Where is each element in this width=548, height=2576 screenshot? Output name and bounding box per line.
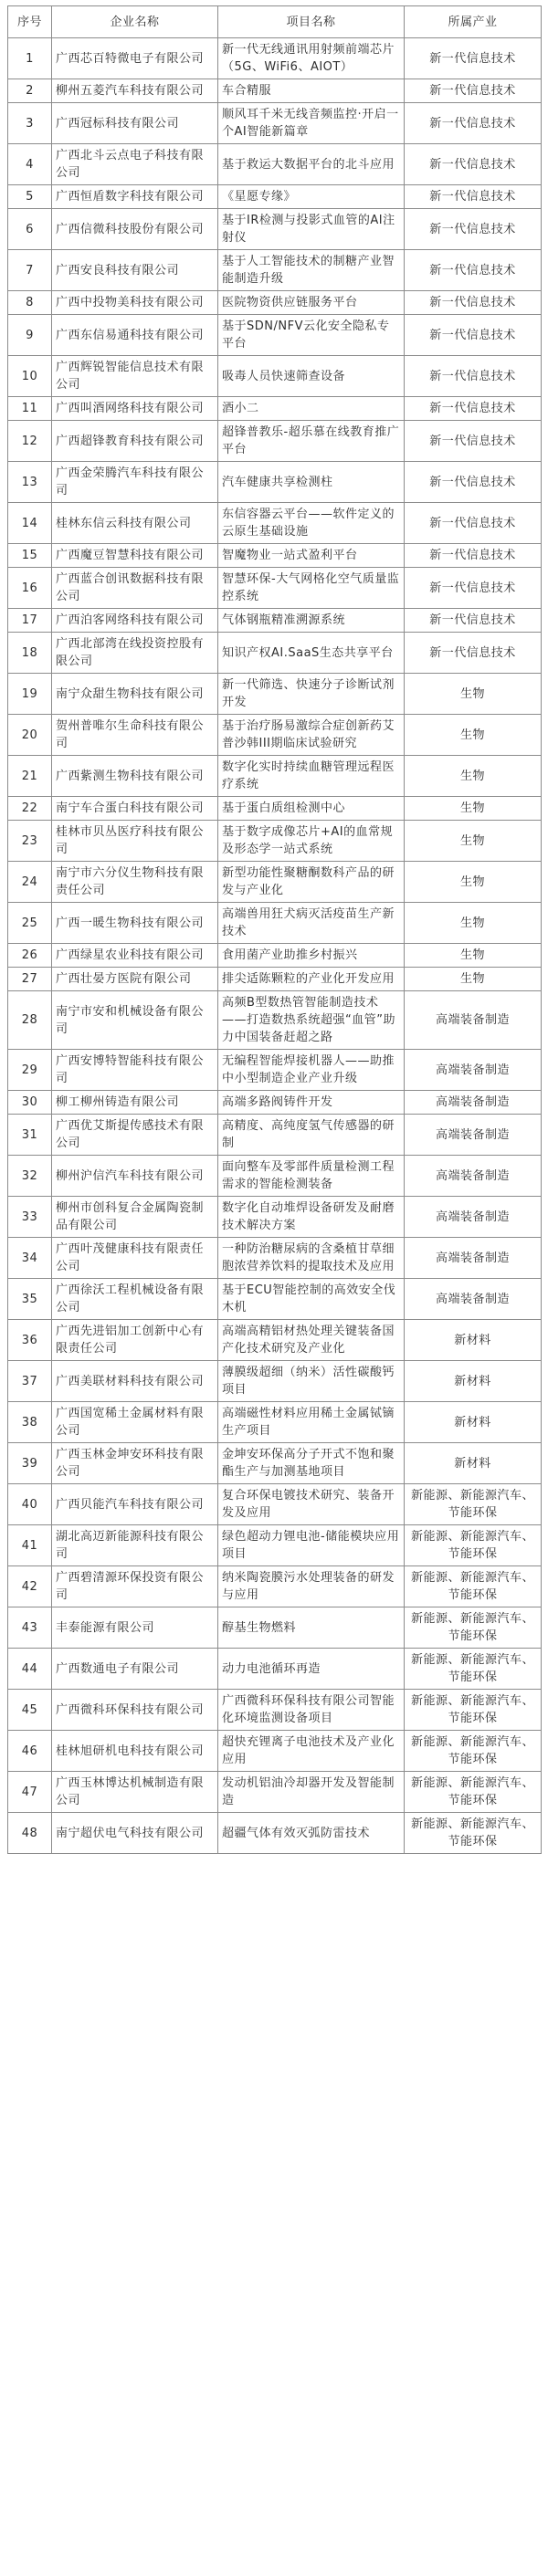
row-number: 33 [8, 1197, 52, 1238]
table-row [8, 1091, 542, 1115]
row-number: 26 [8, 944, 52, 968]
table-row [8, 1115, 542, 1156]
company-name: 广西泊客网络科技有限公司 [52, 609, 218, 633]
table-row [8, 609, 542, 633]
project-name: 排尖适陈颗粒的产业化开发应用 [218, 968, 405, 991]
company-name: 广西国宽稀土金属材料有限公司 [52, 1402, 218, 1443]
industry-name: 新能源、新能源汽车、节能环保 [405, 1813, 542, 1854]
table-row [8, 1690, 542, 1731]
table-row [8, 1443, 542, 1484]
project-name: 基于SDN/NFV云化安全隐私专平台 [218, 315, 405, 356]
industry-name: 新一代信息技术 [405, 397, 542, 421]
company-name: 柳州沪信汽车科技有限公司 [52, 1156, 218, 1197]
industry-name: 新能源、新能源汽车、节能环保 [405, 1525, 542, 1566]
project-name: 超疆气体有效灭弧防雷技术 [218, 1813, 405, 1854]
table-row [8, 1402, 542, 1443]
project-name: 基于数字成像芯片+AI的血常规及形态学一站式系统 [218, 821, 405, 862]
industry-name: 新一代信息技术 [405, 609, 542, 633]
project-name: 智慧环保-大气网格化空气质量监控系统 [218, 568, 405, 609]
project-name: 高端高精铝材热处理关键装备国产化技术研究及产业化 [218, 1320, 405, 1361]
company-name: 柳工柳州铸造有限公司 [52, 1091, 218, 1115]
row-number: 11 [8, 397, 52, 421]
project-table [7, 5, 542, 1854]
row-number: 41 [8, 1525, 52, 1566]
project-name: 高端磁性材料应用稀土金属铽镝生产项目 [218, 1402, 405, 1443]
table-row [8, 1484, 542, 1525]
company-name: 广西东信易通科技有限公司 [52, 315, 218, 356]
row-number: 35 [8, 1279, 52, 1320]
row-number: 39 [8, 1443, 52, 1484]
table-row [8, 1050, 542, 1091]
header-no: 序号 [8, 6, 52, 38]
table-row [8, 144, 542, 185]
table-row [8, 544, 542, 568]
row-number: 31 [8, 1115, 52, 1156]
project-name: 《星愿专缘》 [218, 185, 405, 209]
company-name: 广西冠标科技有限公司 [52, 103, 218, 144]
row-number: 27 [8, 968, 52, 991]
project-name: 薄膜级超细（纳米）活性碳酸钙项目 [218, 1361, 405, 1402]
company-name: 广西一暖生物科技有限公司 [52, 903, 218, 944]
company-name: 广西中投物美科技有限公司 [52, 291, 218, 315]
company-name: 广西优艾斯提传感技术有限公司 [52, 1115, 218, 1156]
company-name: 广西辉锐智能信息技术有限公司 [52, 356, 218, 397]
industry-name: 新一代信息技术 [405, 103, 542, 144]
table-row [8, 1525, 542, 1566]
table-row [8, 821, 542, 862]
table-row [8, 1731, 542, 1772]
industry-name: 高端装备制造 [405, 1115, 542, 1156]
table-row [8, 797, 542, 821]
row-number: 38 [8, 1402, 52, 1443]
row-number: 18 [8, 633, 52, 674]
project-name: 车合精服 [218, 79, 405, 103]
table-row [8, 315, 542, 356]
table-row [8, 1566, 542, 1607]
project-name: 复合环保电镀技术研究、装备开发及应用 [218, 1484, 405, 1525]
table-row [8, 462, 542, 503]
table-row [8, 674, 542, 715]
table-row [8, 1813, 542, 1854]
row-number: 15 [8, 544, 52, 568]
project-name: 动力电池循环再造 [218, 1649, 405, 1690]
company-name: 丰泰能源有限公司 [52, 1607, 218, 1649]
company-name: 广西魔豆智慧科技有限公司 [52, 544, 218, 568]
company-name: 广西微科环保科技有限公司 [52, 1690, 218, 1731]
table-row [8, 250, 542, 291]
header-industry: 所属产业 [405, 6, 542, 38]
company-name: 湖北高迈新能源科技有限公司 [52, 1525, 218, 1566]
industry-name: 高端装备制造 [405, 1091, 542, 1115]
row-number: 19 [8, 674, 52, 715]
company-name: 广西绿星农业科技有限公司 [52, 944, 218, 968]
company-name: 广西贝能汽车科技有限公司 [52, 1484, 218, 1525]
company-name: 广西徐沃工程机械设备有限公司 [52, 1279, 218, 1320]
row-number: 29 [8, 1050, 52, 1091]
company-name: 广西北斗云点电子科技有限公司 [52, 144, 218, 185]
project-name: 高端兽用狂犬病灭活疫苗生产新技术 [218, 903, 405, 944]
row-number: 5 [8, 185, 52, 209]
company-name: 广西玉林博达机械制造有限公司 [52, 1772, 218, 1813]
industry-name: 新一代信息技术 [405, 38, 542, 79]
row-number: 34 [8, 1238, 52, 1279]
project-name: 汽车健康共享检测柱 [218, 462, 405, 503]
row-number: 48 [8, 1813, 52, 1854]
project-name: 基于治疗肠易激综合症创新药艾普沙韩III期临床试验研究 [218, 715, 405, 756]
industry-name: 高端装备制造 [405, 991, 542, 1050]
project-name: 高端多路阀铸件开发 [218, 1091, 405, 1115]
row-number: 46 [8, 1731, 52, 1772]
row-number: 3 [8, 103, 52, 144]
row-number: 9 [8, 315, 52, 356]
row-number: 8 [8, 291, 52, 315]
row-number: 17 [8, 609, 52, 633]
industry-name: 新材料 [405, 1402, 542, 1443]
industry-name: 新一代信息技术 [405, 633, 542, 674]
industry-name: 生物 [405, 674, 542, 715]
row-number: 14 [8, 503, 52, 544]
row-number: 43 [8, 1607, 52, 1649]
industry-name: 生物 [405, 862, 542, 903]
industry-name: 新一代信息技术 [405, 503, 542, 544]
table-body [8, 38, 542, 1854]
industry-name: 生物 [405, 903, 542, 944]
table-row [8, 1238, 542, 1279]
row-number: 20 [8, 715, 52, 756]
industry-name: 新一代信息技术 [405, 79, 542, 103]
row-number: 21 [8, 756, 52, 797]
project-name: 基于救运大数据平台的北斗应用 [218, 144, 405, 185]
project-name: 高精度、高纯度氢气传感器的研制 [218, 1115, 405, 1156]
row-number: 23 [8, 821, 52, 862]
table-row [8, 103, 542, 144]
table-row [8, 968, 542, 991]
row-number: 1 [8, 38, 52, 79]
industry-name: 新能源、新能源汽车、节能环保 [405, 1607, 542, 1649]
project-name: 发动机铝油冷却器开发及智能制造 [218, 1772, 405, 1813]
row-number: 12 [8, 421, 52, 462]
project-name: 绿色超动力锂电池-储能模块应用项目 [218, 1525, 405, 1566]
project-name: 基于人工智能技术的制糖产业智能制造升级 [218, 250, 405, 291]
industry-name: 新材料 [405, 1320, 542, 1361]
project-name: 智魔物业一站式盈利平台 [218, 544, 405, 568]
industry-name: 新材料 [405, 1361, 542, 1402]
row-number: 32 [8, 1156, 52, 1197]
industry-name: 新一代信息技术 [405, 185, 542, 209]
table-row [8, 903, 542, 944]
row-number: 40 [8, 1484, 52, 1525]
project-name: 广西微科环保科技有限公司智能化环境监测设备项目 [218, 1690, 405, 1731]
row-number: 16 [8, 568, 52, 609]
company-name: 广西金荣腾汽车科技有限公司 [52, 462, 218, 503]
project-name: 无编程智能焊接机器人——助推中小型制造企业产业升级 [218, 1050, 405, 1091]
project-name: 高频B型数热管智能制造技术——打造数热系统超强“血管”助力中国装备赶超之路 [218, 991, 405, 1050]
company-name: 桂林市贝丛医疗科技有限公司 [52, 821, 218, 862]
industry-name: 生物 [405, 968, 542, 991]
table-row [8, 79, 542, 103]
project-name: 基于ECU智能控制的高效安全伐木机 [218, 1279, 405, 1320]
company-name: 南宁市六分仪生物科技有限责任公司 [52, 862, 218, 903]
row-number: 44 [8, 1649, 52, 1690]
company-name: 广西信微科技股份有限公司 [52, 209, 218, 250]
company-name: 广西碧清源环保投资有限公司 [52, 1566, 218, 1607]
row-number: 7 [8, 250, 52, 291]
row-number: 6 [8, 209, 52, 250]
company-name: 柳州市创科复合金属陶瓷制品有限公司 [52, 1197, 218, 1238]
table-row [8, 715, 542, 756]
row-number: 28 [8, 991, 52, 1050]
table-row [8, 503, 542, 544]
company-name: 广西紫测生物科技有限公司 [52, 756, 218, 797]
company-name: 桂林旭研机电科技有限公司 [52, 1731, 218, 1772]
project-name: 新一代无线通讯用射频前端芯片（5G、WiFi6、AIOT） [218, 38, 405, 79]
company-name: 广西安博特智能科技有限公司 [52, 1050, 218, 1091]
row-number: 42 [8, 1566, 52, 1607]
project-name: 新一代筛选、快速分子诊断试剂开发 [218, 674, 405, 715]
company-name: 广西先进铝加工创新中心有限责任公司 [52, 1320, 218, 1361]
project-name: 超快充锂离子电池技术及产业化应用 [218, 1731, 405, 1772]
company-name: 广西恒盾数字科技有限公司 [52, 185, 218, 209]
industry-name: 新能源、新能源汽车、节能环保 [405, 1566, 542, 1607]
header-project: 项目名称 [218, 6, 405, 38]
row-number: 24 [8, 862, 52, 903]
row-number: 2 [8, 79, 52, 103]
row-number: 4 [8, 144, 52, 185]
row-number: 37 [8, 1361, 52, 1402]
industry-name: 高端装备制造 [405, 1279, 542, 1320]
project-name: 知识产权AI.SaaS生态共享平台 [218, 633, 405, 674]
table-row [8, 1607, 542, 1649]
industry-name: 生物 [405, 944, 542, 968]
company-name: 桂林东信云科技有限公司 [52, 503, 218, 544]
table-row [8, 209, 542, 250]
row-number: 10 [8, 356, 52, 397]
industry-name: 高端装备制造 [405, 1197, 542, 1238]
row-number: 45 [8, 1690, 52, 1731]
table-row [8, 421, 542, 462]
company-name: 广西玉林金坤安环科技有限公司 [52, 1443, 218, 1484]
project-name: 超锋普教乐-超乐慕在线教育推广平台 [218, 421, 405, 462]
company-name: 南宁车合蛋白科技有限公司 [52, 797, 218, 821]
table-row [8, 291, 542, 315]
table-row [8, 1649, 542, 1690]
industry-name: 高端装备制造 [405, 1238, 542, 1279]
industry-name: 生物 [405, 715, 542, 756]
company-name: 广西壮晏方医院有限公司 [52, 968, 218, 991]
row-number: 22 [8, 797, 52, 821]
industry-name: 新能源、新能源汽车、节能环保 [405, 1690, 542, 1731]
project-name: 顺风耳千米无线音频监控·开启一个AI智能新篇章 [218, 103, 405, 144]
project-name: 基于蛋白质组检测中心 [218, 797, 405, 821]
row-number: 36 [8, 1320, 52, 1361]
project-name: 气体钢瓶精准溯源系统 [218, 609, 405, 633]
project-name: 醇基生物燃料 [218, 1607, 405, 1649]
table-row [8, 356, 542, 397]
industry-name: 生物 [405, 821, 542, 862]
company-name: 柳州五菱汽车科技有限公司 [52, 79, 218, 103]
table-row [8, 568, 542, 609]
company-project-list [7, 5, 541, 1854]
industry-name: 新一代信息技术 [405, 209, 542, 250]
company-name: 广西叶茂健康科技有限责任公司 [52, 1238, 218, 1279]
project-name: 新型功能性聚糖酮数科产品的研发与产业化 [218, 862, 405, 903]
industry-name: 新一代信息技术 [405, 291, 542, 315]
table-row [8, 1156, 542, 1197]
industry-name: 高端装备制造 [405, 1156, 542, 1197]
industry-name: 生物 [405, 797, 542, 821]
table-row [8, 185, 542, 209]
table-row [8, 633, 542, 674]
industry-name: 新一代信息技术 [405, 544, 542, 568]
company-name: 广西蓝合创讯数据科技有限公司 [52, 568, 218, 609]
table-row [8, 1279, 542, 1320]
industry-name: 新一代信息技术 [405, 462, 542, 503]
project-name: 金坤安环保高分子开式不饱和聚酯生产与加测基地项目 [218, 1443, 405, 1484]
row-number: 25 [8, 903, 52, 944]
industry-name: 新一代信息技术 [405, 250, 542, 291]
project-name: 酒小二 [218, 397, 405, 421]
industry-name: 高端装备制造 [405, 1050, 542, 1091]
industry-name: 新材料 [405, 1443, 542, 1484]
table-row [8, 1361, 542, 1402]
project-name: 一种防治糖尿病的含桑植甘草细胞浓营养饮料的提取技术及应用 [218, 1238, 405, 1279]
industry-name: 新一代信息技术 [405, 356, 542, 397]
company-name: 南宁众甜生物科技有限公司 [52, 674, 218, 715]
industry-name: 新能源、新能源汽车、节能环保 [405, 1772, 542, 1813]
row-number: 13 [8, 462, 52, 503]
table-row [8, 38, 542, 79]
project-name: 基于IR检测与投影式血管的AI注射仪 [218, 209, 405, 250]
table-row [8, 1772, 542, 1813]
industry-name: 新一代信息技术 [405, 315, 542, 356]
industry-name: 新一代信息技术 [405, 568, 542, 609]
company-name: 广西美联材料科技有限公司 [52, 1361, 218, 1402]
table-header-row [8, 6, 542, 38]
row-number: 47 [8, 1772, 52, 1813]
company-name: 广西芯百特微电子有限公司 [52, 38, 218, 79]
company-name: 贺州普唯尔生命科技有限公司 [52, 715, 218, 756]
company-name: 南宁超伏电气科技有限公司 [52, 1813, 218, 1854]
industry-name: 生物 [405, 756, 542, 797]
table-row [8, 756, 542, 797]
project-name: 数字化自动堆焊设备研发及耐磨技术解决方案 [218, 1197, 405, 1238]
project-name: 面向整车及零部件质量检测工程需求的智能检测装备 [218, 1156, 405, 1197]
table-row [8, 1320, 542, 1361]
project-name: 食用菌产业助推乡村振兴 [218, 944, 405, 968]
company-name: 南宁市安和机械设备有限公司 [52, 991, 218, 1050]
table-row [8, 944, 542, 968]
table-row [8, 991, 542, 1050]
company-name: 广西叫酒网络科技有限公司 [52, 397, 218, 421]
industry-name: 新一代信息技术 [405, 144, 542, 185]
company-name: 广西北部湾在线投资控股有限公司 [52, 633, 218, 674]
table-row [8, 1197, 542, 1238]
project-name: 吸毒人员快速筛查设备 [218, 356, 405, 397]
project-name: 纳米陶瓷膜污水处理装备的研发与应用 [218, 1566, 405, 1607]
row-number: 30 [8, 1091, 52, 1115]
company-name: 广西数通电子有限公司 [52, 1649, 218, 1690]
company-name: 广西安良科技有限公司 [52, 250, 218, 291]
industry-name: 新能源、新能源汽车、节能环保 [405, 1649, 542, 1690]
industry-name: 新一代信息技术 [405, 421, 542, 462]
industry-name: 新能源、新能源汽车、节能环保 [405, 1484, 542, 1525]
project-name: 东信容器云平台——软件定义的云原生基础设施 [218, 503, 405, 544]
project-name: 医院物资供应链服务平台 [218, 291, 405, 315]
table-row [8, 397, 542, 421]
industry-name: 新能源、新能源汽车、节能环保 [405, 1731, 542, 1772]
header-company: 企业名称 [52, 6, 218, 38]
table-row [8, 862, 542, 903]
company-name: 广西超锋教育科技有限公司 [52, 421, 218, 462]
project-name: 数字化实时持续血糖管理远程医疗系统 [218, 756, 405, 797]
